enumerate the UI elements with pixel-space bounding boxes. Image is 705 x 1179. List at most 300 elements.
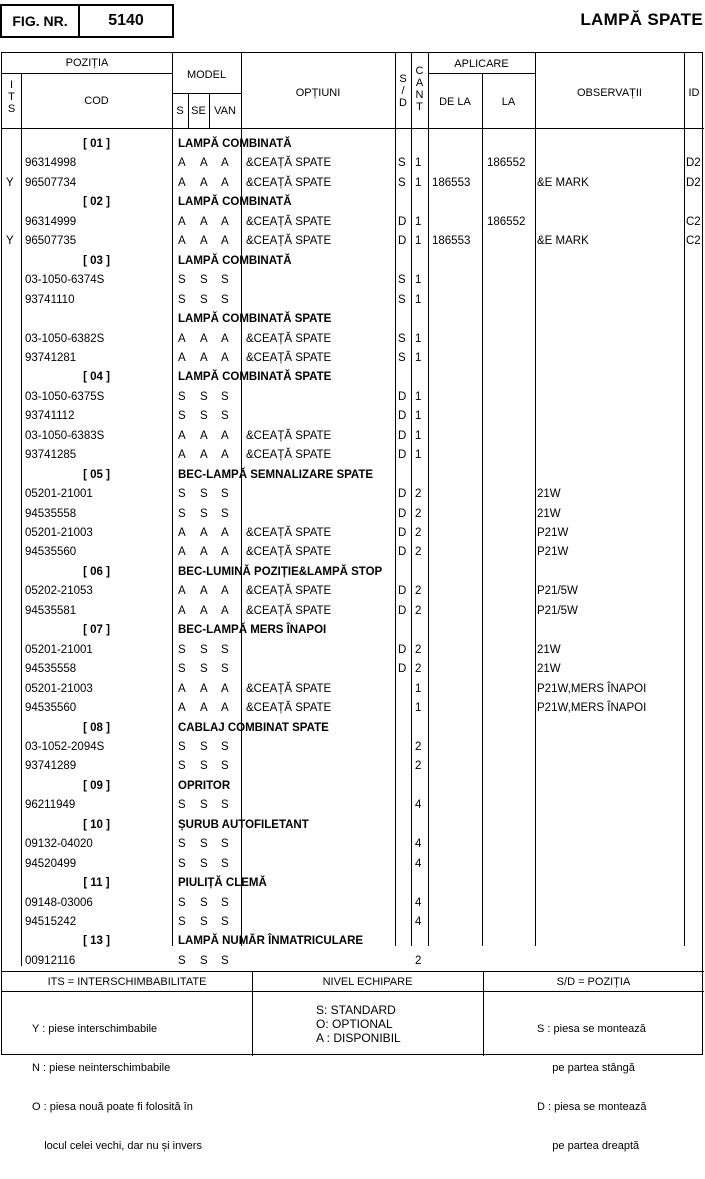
- group-name: LAMPĂ NUMĂR ÎNMATRICULARE: [178, 935, 364, 948]
- legend-nivel-line: S: STANDARD: [316, 1003, 396, 1017]
- observation-cell: &E MARK: [537, 235, 589, 248]
- model-s-cell: A: [178, 332, 186, 345]
- header-aplicare: APLICARE: [454, 58, 509, 70]
- model-s-cell: S: [178, 799, 186, 812]
- footer-top-line: [2, 971, 704, 972]
- model-se-cell: S: [200, 857, 208, 870]
- model-van-cell: S: [221, 838, 229, 851]
- part-code: 94535581: [25, 604, 77, 617]
- side-cell: D: [398, 527, 407, 539]
- quantity-cell: 1: [415, 274, 422, 287]
- group-row: [2, 874, 704, 893]
- position-number: [ 06 ]: [83, 565, 110, 578]
- quantity-cell: 2: [415, 488, 422, 501]
- model-van-cell: A: [221, 682, 229, 695]
- group-row: [2, 135, 704, 154]
- observation-cell: 21W: [537, 663, 561, 676]
- quantity-cell: 1: [415, 390, 422, 403]
- part-code: 09148-03006: [25, 896, 93, 909]
- observation-cell: P21W,MERS ÎNAPOI: [537, 702, 647, 715]
- model-s-cell: S: [178, 663, 186, 676]
- quantity-cell: 4: [415, 916, 422, 928]
- model-s-cell: A: [178, 176, 186, 189]
- table-row: [2, 505, 704, 524]
- side-cell: D: [398, 507, 407, 520]
- its-cell: Y: [6, 235, 14, 248]
- quantity-cell: 2: [415, 527, 422, 539]
- model-se-cell: A: [200, 429, 208, 442]
- position-number: [ 11 ]: [83, 877, 110, 890]
- quantity-cell: 1: [415, 410, 422, 423]
- position-number: [ 04 ]: [83, 371, 110, 384]
- table-row: [2, 641, 704, 660]
- table-row: [2, 582, 704, 601]
- observation-cell: 21W: [537, 643, 561, 656]
- table-row: [2, 213, 704, 232]
- side-cell: D: [398, 546, 407, 559]
- model-van-cell: S: [221, 760, 229, 773]
- header-cant: C A N T: [415, 65, 424, 113]
- part-code: 03-1052-2094S: [25, 740, 105, 753]
- group-row: [2, 310, 704, 329]
- quantity-cell: 1: [415, 702, 422, 715]
- model-van-cell: A: [221, 332, 229, 345]
- observation-cell: 21W: [537, 488, 561, 501]
- option-cell: &CEAȚĂ SPATE: [246, 449, 332, 462]
- position-number: [ 10 ]: [83, 818, 110, 831]
- header-de-la: DE LA: [439, 96, 471, 108]
- group-name: BEC-LAMPĂ SEMNALIZARE SPATE: [178, 468, 374, 481]
- position-number: [ 02 ]: [83, 196, 110, 209]
- position-number: [ 03 ]: [83, 254, 110, 267]
- table-row: [2, 757, 704, 776]
- model-se-cell: S: [200, 663, 208, 676]
- part-code: 94535560: [25, 702, 77, 715]
- model-s-cell: S: [178, 916, 186, 928]
- quantity-cell: 1: [415, 682, 422, 695]
- group-name: LAMPĂ COMBINATĂ: [178, 254, 292, 267]
- table-row: [2, 330, 704, 349]
- position-number: [ 08 ]: [83, 721, 110, 734]
- model-van-cell: A: [221, 449, 229, 462]
- table-row: [2, 543, 704, 562]
- its-cell: Y: [6, 176, 14, 189]
- model-se-cell: A: [200, 702, 208, 715]
- option-cell: &CEAȚĂ SPATE: [246, 215, 332, 228]
- model-se-cell: S: [200, 293, 208, 306]
- model-van-cell: S: [221, 274, 229, 287]
- model-van-cell: A: [221, 604, 229, 617]
- legend-its-title: ITS = INTERSCHIMBABILITATE: [47, 976, 207, 988]
- table-row: [2, 232, 704, 251]
- model-se-cell: S: [200, 390, 208, 403]
- header-cod: COD: [84, 95, 109, 107]
- quantity-cell: 2: [415, 643, 422, 656]
- position-number: [ 01 ]: [83, 138, 110, 150]
- model-s-cell: S: [178, 390, 186, 403]
- table-row: [2, 660, 704, 679]
- part-code: 94515242: [25, 916, 77, 928]
- legend-sd-line: pe partea stângă: [537, 1062, 635, 1074]
- option-cell: &CEAȚĂ SPATE: [246, 585, 332, 598]
- group-name: LAMPĂ COMBINATĂ: [178, 138, 292, 150]
- table-row: [2, 796, 704, 815]
- model-van-cell: A: [221, 176, 229, 189]
- table-row: [2, 835, 704, 854]
- model-se-cell: A: [200, 585, 208, 598]
- table-row: [2, 485, 704, 504]
- legend-sd-title: S/D = POZIȚIA: [556, 976, 631, 988]
- header-model-se: SE: [191, 105, 206, 117]
- quantity-cell: 1: [415, 332, 422, 345]
- model-se-cell: S: [200, 799, 208, 812]
- option-cell: &CEAȚĂ SPATE: [246, 176, 332, 189]
- part-code: 03-1050-6382S: [25, 332, 105, 345]
- quantity-cell: 1: [415, 449, 422, 462]
- group-name: LAMPĂ COMBINATĂ: [178, 196, 292, 209]
- model-van-cell: A: [221, 546, 229, 559]
- model-van-cell: A: [221, 351, 229, 364]
- quantity-cell: 1: [415, 235, 422, 248]
- side-cell: S: [398, 274, 406, 287]
- group-row: [2, 719, 704, 738]
- legend-its-line: N : piese neinterschimbabile: [32, 1062, 171, 1074]
- model-s-cell: S: [178, 274, 186, 287]
- model-van-cell: S: [221, 954, 229, 967]
- id-cell: C2: [686, 215, 701, 228]
- table-row: [2, 349, 704, 368]
- side-cell: D: [398, 585, 407, 598]
- model-s-cell: S: [178, 857, 186, 870]
- part-code: 96211949: [25, 799, 76, 812]
- from-serial-cell: 186553: [432, 176, 471, 189]
- quantity-cell: 2: [415, 604, 422, 617]
- quantity-cell: 2: [415, 954, 422, 967]
- option-cell: &CEAȚĂ SPATE: [246, 702, 332, 715]
- model-se-cell: S: [200, 643, 208, 656]
- model-van-cell: S: [221, 293, 229, 306]
- legend-its-line: O : piesa nouă poate fi folosită în: [32, 1101, 193, 1113]
- side-cell: S: [398, 176, 406, 189]
- legend-sd-line: S : piesa se montează: [537, 1023, 646, 1035]
- table-row: [2, 388, 704, 407]
- group-row: [2, 563, 704, 582]
- side-cell: S: [398, 351, 406, 364]
- model-s-cell: A: [178, 235, 186, 248]
- group-row: [2, 252, 704, 271]
- table-row: [2, 913, 704, 932]
- header-model-van: VAN: [214, 105, 236, 117]
- observation-cell: P21/5W: [537, 585, 578, 598]
- part-code: 96314998: [25, 157, 77, 170]
- table-row: [2, 894, 704, 913]
- model-s-cell: S: [178, 954, 186, 967]
- quantity-cell: 2: [415, 663, 422, 676]
- group-name: PIULIȚĂ CLEMĂ: [178, 877, 267, 890]
- model-van-cell: S: [221, 896, 229, 909]
- group-name: OPRITOR: [178, 779, 231, 792]
- option-cell: &CEAȚĂ SPATE: [246, 429, 332, 442]
- group-name: ȘURUB AUTOFILETANT: [178, 818, 309, 831]
- quantity-cell: 2: [415, 740, 422, 753]
- part-code: 93741110: [25, 293, 75, 306]
- model-se-cell: S: [200, 916, 208, 928]
- part-code: 05201-21001: [25, 643, 93, 656]
- part-code: 05201-21003: [25, 527, 93, 539]
- model-s-cell: S: [178, 488, 186, 501]
- table-row: [2, 680, 704, 699]
- option-cell: &CEAȚĂ SPATE: [246, 546, 332, 559]
- header-optiuni: OPȚIUNI: [295, 87, 341, 99]
- model-van-cell: S: [221, 740, 229, 753]
- legend-sd-line: pe partea dreaptă: [537, 1140, 640, 1152]
- parts-table: [1, 52, 703, 1152]
- model-s-cell: A: [178, 449, 186, 462]
- header-observatii: OBSERVAȚII: [576, 87, 642, 99]
- quantity-cell: 1: [415, 215, 422, 228]
- group-name: CABLAJ COMBINAT SPATE: [178, 721, 329, 734]
- model-van-cell: A: [221, 215, 229, 228]
- table-row: [2, 524, 704, 543]
- id-cell: D2: [686, 157, 701, 170]
- position-number: [ 13 ]: [83, 935, 110, 948]
- side-cell: D: [398, 390, 407, 403]
- table-row: [2, 738, 704, 757]
- model-se-cell: A: [200, 604, 208, 617]
- part-code: 03-1050-6374S: [25, 274, 105, 287]
- group-row: [2, 816, 704, 835]
- model-se-cell: A: [200, 157, 208, 170]
- legend-its-line: Y : piese interschimbabile: [32, 1023, 158, 1035]
- model-van-cell: S: [221, 857, 229, 870]
- option-cell: &CEAȚĂ SPATE: [246, 235, 332, 248]
- part-code: 94535560: [25, 546, 77, 559]
- model-se-cell: S: [200, 740, 208, 753]
- model-se-cell: S: [200, 410, 208, 423]
- observation-cell: P21W: [537, 527, 569, 539]
- group-row: [2, 193, 704, 212]
- model-s-cell: A: [178, 351, 186, 364]
- model-se-cell: A: [200, 235, 208, 248]
- model-van-cell: A: [221, 429, 229, 442]
- observation-cell: P21W,MERS ÎNAPOI: [537, 682, 647, 695]
- model-se-cell: S: [200, 896, 208, 909]
- option-cell: &CEAȚĂ SPATE: [246, 604, 332, 617]
- model-van-cell: S: [221, 799, 229, 812]
- page-title: LAMPĂ SPATE: [580, 10, 703, 29]
- model-s-cell: A: [178, 585, 186, 598]
- side-cell: D: [398, 429, 407, 442]
- part-code: 93741285: [25, 449, 77, 462]
- quantity-cell: 2: [415, 507, 422, 520]
- model-s-cell: S: [178, 507, 186, 520]
- model-van-cell: S: [221, 916, 229, 928]
- figure-number: 5140: [108, 12, 144, 29]
- model-s-cell: A: [178, 157, 186, 170]
- model-van-cell: A: [221, 702, 229, 715]
- header-its: I T S: [7, 79, 16, 115]
- legend-nivel-title: NIVEL ECHIPARE: [322, 976, 413, 988]
- model-se-cell: A: [200, 215, 208, 228]
- position-number: [ 05 ]: [83, 468, 110, 481]
- side-cell: S: [398, 157, 406, 170]
- group-row: [2, 777, 704, 796]
- model-s-cell: S: [178, 643, 186, 656]
- header-id: ID: [688, 87, 700, 99]
- part-code: 94520499: [25, 857, 77, 870]
- model-van-cell: A: [221, 157, 229, 170]
- part-code: 09132-04020: [25, 838, 93, 851]
- position-number: [ 09 ]: [83, 779, 110, 792]
- to-serial-cell: 186552: [487, 157, 526, 170]
- option-cell: &CEAȚĂ SPATE: [246, 682, 332, 695]
- model-van-cell: S: [221, 488, 229, 501]
- quantity-cell: 2: [415, 585, 422, 598]
- group-row: [2, 466, 704, 485]
- table-row: [2, 271, 704, 290]
- side-cell: D: [398, 643, 407, 656]
- observation-cell: &E MARK: [537, 176, 589, 189]
- side-cell: S: [398, 332, 406, 345]
- header-divider-model: [172, 93, 241, 94]
- group-name: BEC-LUMINĂ POZIȚIE&LAMPĂ STOP: [178, 565, 383, 578]
- model-se-cell: A: [200, 176, 208, 189]
- part-code: 05201-21003: [25, 682, 93, 695]
- model-se-cell: A: [200, 527, 208, 539]
- table-row: [2, 855, 704, 874]
- quantity-cell: 1: [415, 157, 422, 170]
- model-s-cell: A: [178, 429, 186, 442]
- table-row: [2, 291, 704, 310]
- part-code: 96314999: [25, 215, 77, 228]
- observation-cell: P21W: [537, 546, 569, 559]
- legend-sd-line: D : piesa se montează: [537, 1101, 647, 1113]
- table-row: [2, 602, 704, 621]
- id-cell: C2: [686, 235, 701, 248]
- side-cell: D: [398, 488, 407, 501]
- group-row: [2, 932, 704, 951]
- group-name: BEC-LAMPĂ MERS ÎNAPOI: [178, 624, 327, 637]
- header-pozitia: POZIȚIA: [65, 57, 109, 69]
- from-serial-cell: 186553: [432, 235, 471, 248]
- part-code: 93741112: [25, 410, 75, 423]
- quantity-cell: 4: [415, 857, 422, 870]
- position-number: [ 07 ]: [83, 624, 110, 637]
- table-row: [2, 154, 704, 173]
- part-code: 94535558: [25, 507, 77, 520]
- model-se-cell: A: [200, 332, 208, 345]
- header-bottom-line: [2, 128, 704, 129]
- quantity-cell: 2: [415, 546, 422, 559]
- model-s-cell: A: [178, 702, 186, 715]
- model-se-cell: S: [200, 838, 208, 851]
- model-s-cell: S: [178, 838, 186, 851]
- part-code: 03-1050-6375S: [25, 390, 105, 403]
- option-cell: &CEAȚĂ SPATE: [246, 157, 332, 170]
- option-cell: &CEAȚĂ SPATE: [246, 527, 332, 539]
- to-serial-cell: 186552: [487, 215, 526, 228]
- header-divider-pozitia: [2, 73, 172, 74]
- footer-title-line: [2, 991, 704, 992]
- group-name: LAMPĂ COMBINATĂ SPATE: [178, 371, 332, 384]
- side-cell: D: [398, 449, 407, 462]
- figure-label: FIG. NR.: [2, 6, 80, 36]
- side-cell: D: [398, 235, 407, 248]
- legend-nivel-list: [316, 1003, 401, 1045]
- model-se-cell: A: [200, 682, 208, 695]
- table-row: [2, 446, 704, 465]
- observation-cell: P21/5W: [537, 604, 578, 617]
- part-code: 96507735: [25, 235, 77, 248]
- side-cell: D: [398, 663, 407, 676]
- part-code: 05202-21053: [25, 585, 93, 598]
- model-se-cell: S: [200, 274, 208, 287]
- header-model-s: S: [176, 105, 184, 117]
- option-cell: &CEAȚĂ SPATE: [246, 332, 332, 345]
- group-name: LAMPĂ COMBINATĂ SPATE: [178, 313, 332, 326]
- part-code: 96507734: [25, 176, 77, 189]
- legend-nivel-line: O: OPTIONAL: [316, 1017, 393, 1031]
- quantity-cell: 2: [415, 760, 422, 773]
- group-row: [2, 368, 704, 387]
- table-row: [2, 174, 704, 193]
- quantity-cell: 1: [415, 429, 422, 442]
- model-van-cell: A: [221, 235, 229, 248]
- quantity-cell: 4: [415, 838, 422, 851]
- side-cell: D: [398, 410, 407, 423]
- model-se-cell: S: [200, 507, 208, 520]
- table-row: [2, 952, 704, 971]
- model-van-cell: S: [221, 410, 229, 423]
- legend-its-line: locul celei vechi, dar nu și invers: [32, 1140, 202, 1152]
- header-sd: S / D: [399, 73, 407, 109]
- legend-its-list: [32, 997, 202, 1179]
- table-row: [2, 427, 704, 446]
- figure-number-box: [0, 4, 174, 38]
- model-se-cell: A: [200, 351, 208, 364]
- table-row: [2, 407, 704, 426]
- model-van-cell: S: [221, 643, 229, 656]
- model-s-cell: A: [178, 546, 186, 559]
- model-s-cell: A: [178, 215, 186, 228]
- model-van-cell: S: [221, 663, 229, 676]
- model-s-cell: S: [178, 410, 186, 423]
- header-la: LA: [501, 96, 516, 108]
- header-model: MODEL: [186, 69, 227, 81]
- model-s-cell: A: [178, 682, 186, 695]
- quantity-cell: 1: [415, 293, 422, 306]
- side-cell: D: [398, 215, 407, 228]
- legend-sd-list: [537, 997, 646, 1179]
- quantity-cell: 4: [415, 896, 422, 909]
- model-s-cell: S: [178, 740, 186, 753]
- quantity-cell: 1: [415, 176, 422, 189]
- legend-nivel-line: A : DISPONIBIL: [316, 1031, 401, 1045]
- model-s-cell: S: [178, 896, 186, 909]
- part-code: 93741289: [25, 760, 77, 773]
- model-s-cell: S: [178, 760, 186, 773]
- model-van-cell: A: [221, 585, 229, 598]
- part-code: 94535558: [25, 663, 77, 676]
- model-van-cell: S: [221, 390, 229, 403]
- side-cell: S: [398, 293, 406, 306]
- table-row: [2, 699, 704, 718]
- model-se-cell: S: [200, 760, 208, 773]
- model-van-cell: S: [221, 507, 229, 520]
- option-cell: &CEAȚĂ SPATE: [246, 351, 332, 364]
- model-se-cell: A: [200, 546, 208, 559]
- part-code: 05201-21001: [25, 488, 93, 501]
